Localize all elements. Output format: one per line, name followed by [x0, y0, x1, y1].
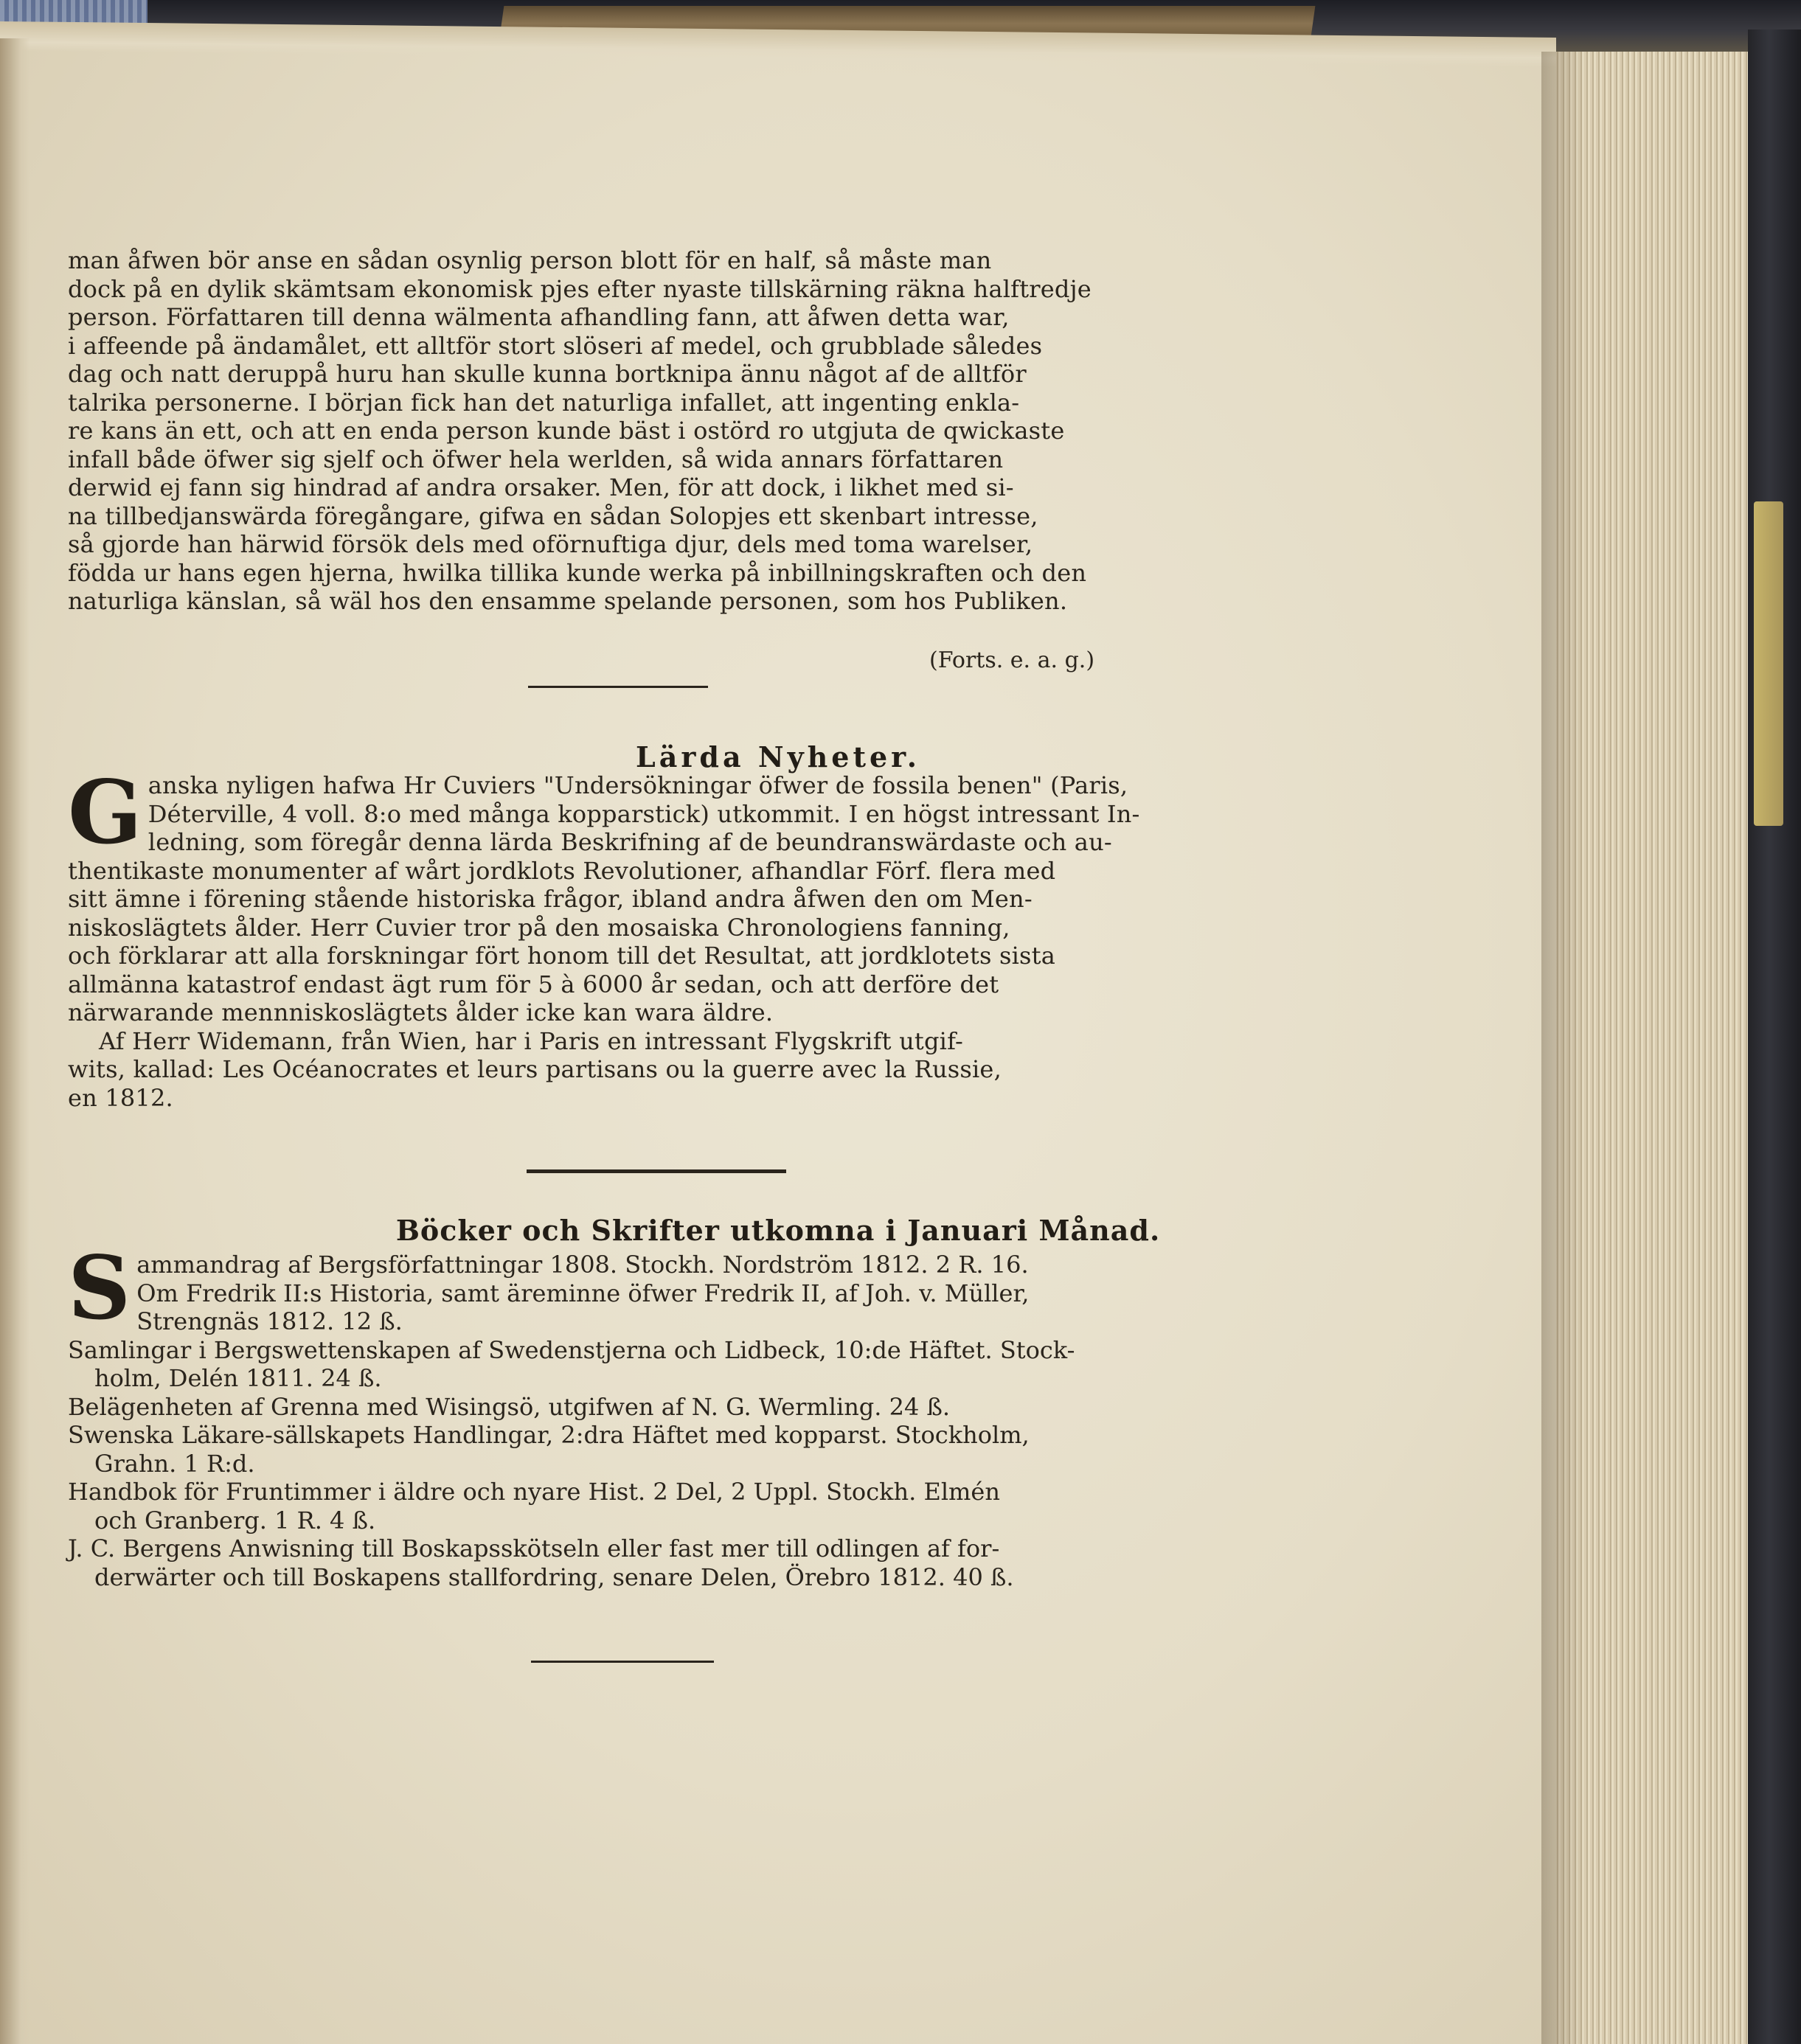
text-line: wits, kallad: Les Océanocrates et leurs partisans ou la guerre avec la Russie, — [68, 1055, 1002, 1083]
list-item-continuation: holm, Delén 1811. 24 ß. — [94, 1364, 382, 1392]
list-item: Om Fredrik II:s Historia, samt äreminne öfwer Fredrik II, af Joh. v. Müller, — [136, 1279, 1030, 1307]
text-line: dock på en dylik skämtsam ekonomisk pjes efter nyaste tillskärning räkna halftredje — [68, 274, 1092, 303]
divider-rule — [531, 1661, 714, 1663]
article-tail — [68, 246, 1171, 616]
text-line: ledning, som föregår denna lärda Beskrifning af de beundranswärdaste och au- — [148, 828, 1112, 856]
section-heading-lärda-nyheter: Lärda Nyheter. — [636, 740, 920, 774]
list-item: Swenska Läkare-sällskapets Handlingar, 2:dra Häftet med kopparst. Stockholm, — [68, 1421, 1030, 1449]
text-line: naturliga känslan, så wäl hos den ensamme spelande personen, som hos Publiken. — [68, 587, 1068, 615]
text-line: talrika personerne. I början fick han det naturliga infallet, att ingenting enkla- — [68, 388, 1020, 417]
drop-cap: S — [68, 1237, 131, 1339]
text-line: derwid ej fann sig hindrad af andra orsaker. Men, för att dock, i likhet med si- — [68, 473, 1014, 501]
continued-note: (Forts. e. a. g.) — [929, 647, 1095, 673]
text-line: och förklarar att alla forskningar fört honom till det Resultat, att jordklotets sista — [68, 942, 1056, 970]
text-line: re kans än ett, och att en enda person kunde bäst i ostörd ro utgjuta de qwickaste — [68, 417, 1065, 445]
page-edge-shadow — [1541, 52, 1586, 2044]
text-line: Af Herr Widemann, från Wien, har i Paris en intressant Flygskrift utgif- — [99, 1026, 963, 1055]
text-line: närwarande mennniskoslägtets ålder icke kan wara äldre. — [68, 998, 774, 1026]
news-section — [68, 761, 1171, 1112]
text-line: person. Författaren till denna wälmenta afhandling fann, att åfwen detta war, — [68, 303, 1010, 331]
list-item: Handbok för Fruntimmer i äldre och nyare Hist. 2 Del, 2 Uppl. Stockh. Elmén — [68, 1478, 1000, 1506]
list-item: Samlingar i Bergswettenskapen af Swedenstjerna och Lidbeck, 10:de Häftet. Stock- — [68, 1335, 1075, 1364]
text-line: na tillbedjanswärda föregångare, gifwa en sådan Solopjes ett skenbart intresse, — [68, 501, 1038, 530]
divider-rule — [527, 1169, 786, 1173]
text-line: en 1812. — [68, 1083, 173, 1112]
list-item-continuation: och Granberg. 1 R. 4 ß. — [94, 1506, 376, 1534]
bookmark-tab — [1754, 501, 1783, 826]
page-gutter — [0, 38, 30, 2044]
section-heading-böcker: Böcker och Skrifter utkomna i Januari Månad. — [395, 1214, 1161, 1247]
list-item: J. C. Bergens Anwisning till Boskapsskötseln eller fast mer till odlingen af for- — [68, 1534, 1000, 1562]
text-line: så gjorde han härwid försök dels med oförnuftiga djur, dels med toma warelser, — [68, 530, 1033, 558]
text-line: allmänna katastrof endast ägt rum för 5 à 6000 år sedan, och att derföre det — [68, 970, 999, 998]
text-line: Déterville, 4 voll. 8:o med många kopparstick) utkommit. I en högst intressant In- — [148, 799, 1140, 828]
text-line: sitt ämne i förening stående historiska frågor, ibland andra åfwen den om Men- — [68, 885, 1033, 913]
list-item-continuation: Grahn. 1 R:d. — [94, 1449, 255, 1478]
list-item: Belägenheten af Grenna med Wisingsö, utgifwen af N. G. Wermling. 24 ß. — [68, 1392, 951, 1421]
text-line: anska nyligen hafwa Hr Cuviers "Undersökningar öfwer de fossila benen" (Paris, — [148, 771, 1128, 799]
text-line: man åfwen bör anse en sådan osynlig person blott för en half, så måste man — [68, 246, 992, 274]
drop-cap: G — [68, 761, 142, 863]
book-list — [68, 1237, 1171, 1591]
list-item-continuation: derwärter och till Boskapens stallfordring, senare Delen, Örebro 1812. 40 ß. — [94, 1562, 1014, 1591]
text-line: infall både öfwer sig sjelf och öfwer hela werlden, så wida annars författaren — [68, 445, 1004, 473]
text-line: dag och natt deruppå huru han skulle kunna bortknipa ännu något af de alltför — [68, 360, 1027, 388]
list-item: ammandrag af Bergsförfattningar 1808. Stockh. Nordström 1812. 2 R. 16. — [136, 1251, 1029, 1279]
book-cover-edge — [1748, 29, 1801, 2044]
text-line: thentikaste monumenter af wårt jordklots Revolutioner, afhandlar Förf. flera med — [68, 856, 1056, 885]
divider-rule — [528, 686, 708, 688]
text-line: i affeende på ändamålet, ett alltför stort slöseri af medel, och grubblade således — [68, 331, 1043, 360]
text-line: födda ur hans egen hjerna, hwilka tillika kunde werka på inbillningskraften och den — [68, 558, 1087, 587]
list-item-continuation: Strengnäs 1812. 12 ß. — [136, 1307, 403, 1335]
text-line: niskoslägtets ålder. Herr Cuvier tror på den mosaiska Chronologiens fanning, — [68, 913, 1010, 942]
